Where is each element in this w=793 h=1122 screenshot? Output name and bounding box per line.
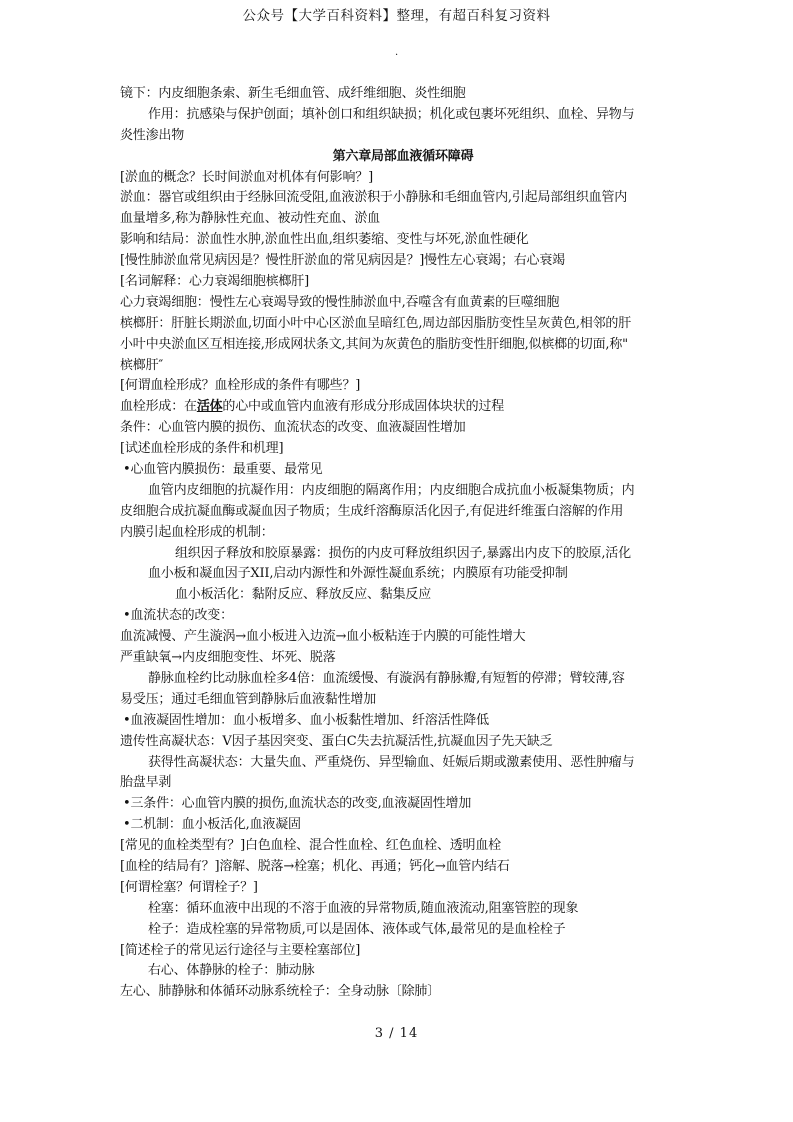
text-segment: 的心中或血管内血液有形成分形成固体块状的过程 [222,399,505,415]
text-line: [试述血栓形成的条件和机理] [120,441,284,457]
text-line: 静脉血栓约比动脉血栓多4倍：血流缓慢、有漩涡有静脉瓣,有短暂的停滞；臂较薄,容 [148,670,625,686]
text-line: 血流减慢、产生漩涡→血小板进入边流→血小板粘连于内膜的可能性增大 [120,629,526,645]
text-line: [名词解释：心力衰竭细胞槟榔肝] [120,274,309,290]
text-line: [常见的血栓类型有？]白色血栓、混合性血栓、红色血栓、透明血栓 [120,838,501,854]
text-line: [慢性肺淤血常见病因是？慢性肝淤血的常见病因是？]慢性左心衰竭；右心衰竭 [120,253,565,269]
top-dot: . [395,47,399,58]
bullet-line: •血流状态的改变： [123,608,233,624]
chapter-title: 第六章局部血液循环障碍 [332,148,474,164]
text-line: 血小板和凝血因子XII,启动内源性和外源性凝血系统；内膜原有功能受抑制 [148,566,568,582]
text-line: 易受压；通过毛细血管到静脉后血液黏性增加 [120,691,377,707]
text-line: 栓子：造成栓塞的异常物质,可以是固体、液体或气体,最常见的是血栓栓子 [148,921,566,937]
bullet-line: •血液凝固性增加：血小板增多、血小板黏性增加、纤溶活性降低 [123,712,489,728]
text-line: 镜下：内皮细胞条索、新生毛细血管、成纤维细胞、炎性细胞 [120,86,466,101]
page-number: 3 / 14 [374,1026,419,1041]
text-line: 条件：心血管内膜的损伤、血流状态的改变、血液凝固性增加 [120,420,466,436]
text-line [120,397,686,418]
bullet-line: •心血管内膜损伤：最重要、最常见 [123,462,323,478]
text-line: 小叶中央淤血区互相连接,形成网状条文,其间为灰黄色的脂肪变性肝细胞,似槟榔的切面,称" [120,336,628,352]
text-line: 获得性高凝状态：大量失血、严重烧伤、异型输血、妊娠后期或激素使用、恶性肿瘤与 [148,754,635,770]
text-line: 右心、体静脉的栓子：肺动脉 [148,963,315,979]
text-line: 血管内皮细胞的抗凝作用：内皮细胞的隔离作用；内皮细胞合成抗血小板凝集物质；内 [148,482,635,498]
highlighted-term: 活体 [196,399,223,415]
text-line: 槟榔肝″ [120,357,164,373]
text-line: 内膜引起血栓形成的机制： [120,524,274,540]
text-line: 槟榔肝：肝脏长期淤血,切面小叶中心区淤血呈暗红色,周边部因脂肪变性呈灰黄色,相邻的肝 [120,315,631,331]
text-line: 淤血：器官或组织由于经脉回流受阻,血液淤积于小静脉和毛细血管内,引起局部组织血管内 [120,190,628,206]
text-line: 炎性渗出物 [120,127,185,143]
text-line: [简述栓子的常见运行途径与主要栓塞部位] [120,942,361,958]
text-line: 皮细胞合成抗凝血酶或凝血因子物质；生成纤溶酶原活化因子,有促进纤维蛋白溶解的作用 [120,503,624,519]
text-line: 左心、肺静脉和体循环动脉系统栓子：全身动脉〔除肺〕 [120,984,441,1000]
text-line: 胎盘早剥 [120,775,172,791]
text-line: [何谓栓塞？何谓栓子？] [120,879,258,895]
text-line: [淤血的概念？长时间淤血对机体有何影响？] [120,169,373,185]
text-line: 血小板活化：黏附反应、释放反应、黏集反应 [175,587,432,603]
text-line: 血量增多,称为静脉性充血、被动性充血、淤血 [120,211,380,227]
text-line: 严重缺氧→内皮细胞变性、坏死、脱落 [120,650,336,666]
text-segment: 血栓形成：在 [120,399,197,415]
text-line: 组织因子释放和胶原暴露：损伤的内皮可释放组织因子,暴露出内皮下的胶原,活化 [175,545,631,561]
bullet-line: •二机制：血小板活化,血液凝固 [123,817,301,833]
page-header: 公众号【大学百科资料】整理，有超百科复习资料 [242,8,551,24]
text-line: [何谓血栓形成？血栓形成的条件有哪些？] [120,378,361,394]
text-line: 栓塞：循环血液中出现的不溶于血液的异常物质,随血液流动,阻塞管腔的现象 [148,900,579,916]
text-line: [血栓的结局有？]溶解、脱落→栓塞；机化、再通；钙化→血管内结石 [120,858,510,874]
text-line: 心力衰竭细胞：慢性左心衰竭导致的慢性肺淤血中,吞噬含有血黄素的巨噬细胞 [120,294,560,310]
bullet-line: •三条件：心血管内膜的损伤,血流状态的改变,血液凝固性增加 [123,796,472,812]
text-line: 遗传性高凝状态：V因子基因突变、蛋白C失去抗凝活性,抗凝血因子先天缺乏 [120,733,553,749]
text-line: 作用：抗感染与保护创面；填补创口和组织缺损；机化或包裹坏死组织、血栓、异物与 [148,106,635,122]
document-body [120,84,686,1003]
text-line: 影响和结局：淤血性水肿,淤血性出血,组织萎缩、变性与坏死,淤血性硬化 [120,232,529,248]
